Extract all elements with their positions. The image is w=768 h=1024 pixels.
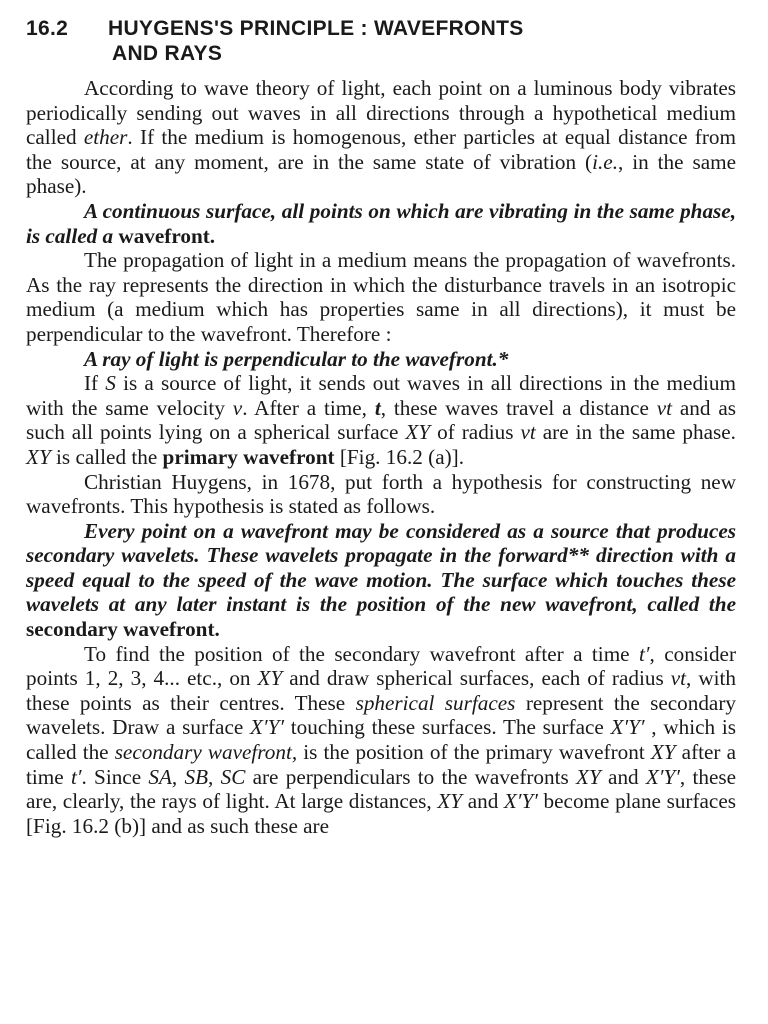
paragraph-secondary-wavefront-construction: To find the position of the secondary wavefront after a time t′, consider points 1, 2, 3, 4... etc., on XY and draw spherical surfaces, each of radius vt, with these points as their centres. These spherical surfaces represent the secondary wavelets. Draw a surface X′Y′ touching these surfaces. The surface X′Y′ , which is called the secondary wavefront, is the position of the primary wavefront XY after a time t′. Since SA, SB, SC are perpendiculars to the wavefronts XY and X′Y′, these are, clearly, the rays of light. At large distances, XY and X′Y′ become plane surfaces [Fig. 16.2 (b)] and as such these are: [26, 641, 737, 838]
section-title-line1: HUYGENS'S PRINCIPLE : WAVEFRONTS: [108, 17, 524, 40]
paragraph-primary-wavefront: If S is a source of light, it sends out waves in all directions in the medium with the same velocity v. After a time, t, these waves travel a distance vt and as such all points lying on a spherical surface XY of radius vt are in the same phase. XY is called the primary wavefront [Fig. 16.2 (a)].: [26, 371, 736, 469]
paragraph-huygens-hypothesis: Christian Huygens, in 1678, put forth a hypothesis for constructing new wavefronts. This hypothesis is stated as follows.: [26, 469, 736, 519]
section-title-line2: AND RAYS: [112, 42, 223, 65]
paragraph-propagation: The propagation of light in a medium means the propagation of wavefronts. As the ray represents the direction in which the disturbance travels in an isotropic medium (a medium which has properties same in all directions), it must be perpendicular to the wavefront. Therefore :: [26, 248, 736, 346]
paragraph-wave-theory: According to wave theory of light, each point on a luminous body vibrates periodically sending out waves in all directions through a hypothetical medium called ether. If the medium is homogenous, ether particles at equal distance from the source, at any moment, are in the same state of vibration (i.e., in the same phase).: [26, 76, 736, 199]
wavefront-definition: A continuous surface, all points on which are vibrating in the same phase, is called a wavefront.: [26, 198, 736, 248]
huygens-principle-statement: Every point on a wavefront may be considered as a source that produces secondary wavelets. These wavelets propagate in the forward** direction with a speed equal to the speed of the wave motion. The surface which touches these wavelets at any later instant is the position of the new wavefront, called the secondary wavefront.: [26, 518, 736, 642]
ray-perpendicular-statement: A ray of light is perpendicular to the wavefront.*: [84, 346, 509, 371]
section-body: [26, 76, 736, 838]
textbook-page: [26, 16, 736, 838]
section-heading: [26, 16, 736, 66]
section-number: 16.2: [26, 17, 69, 40]
